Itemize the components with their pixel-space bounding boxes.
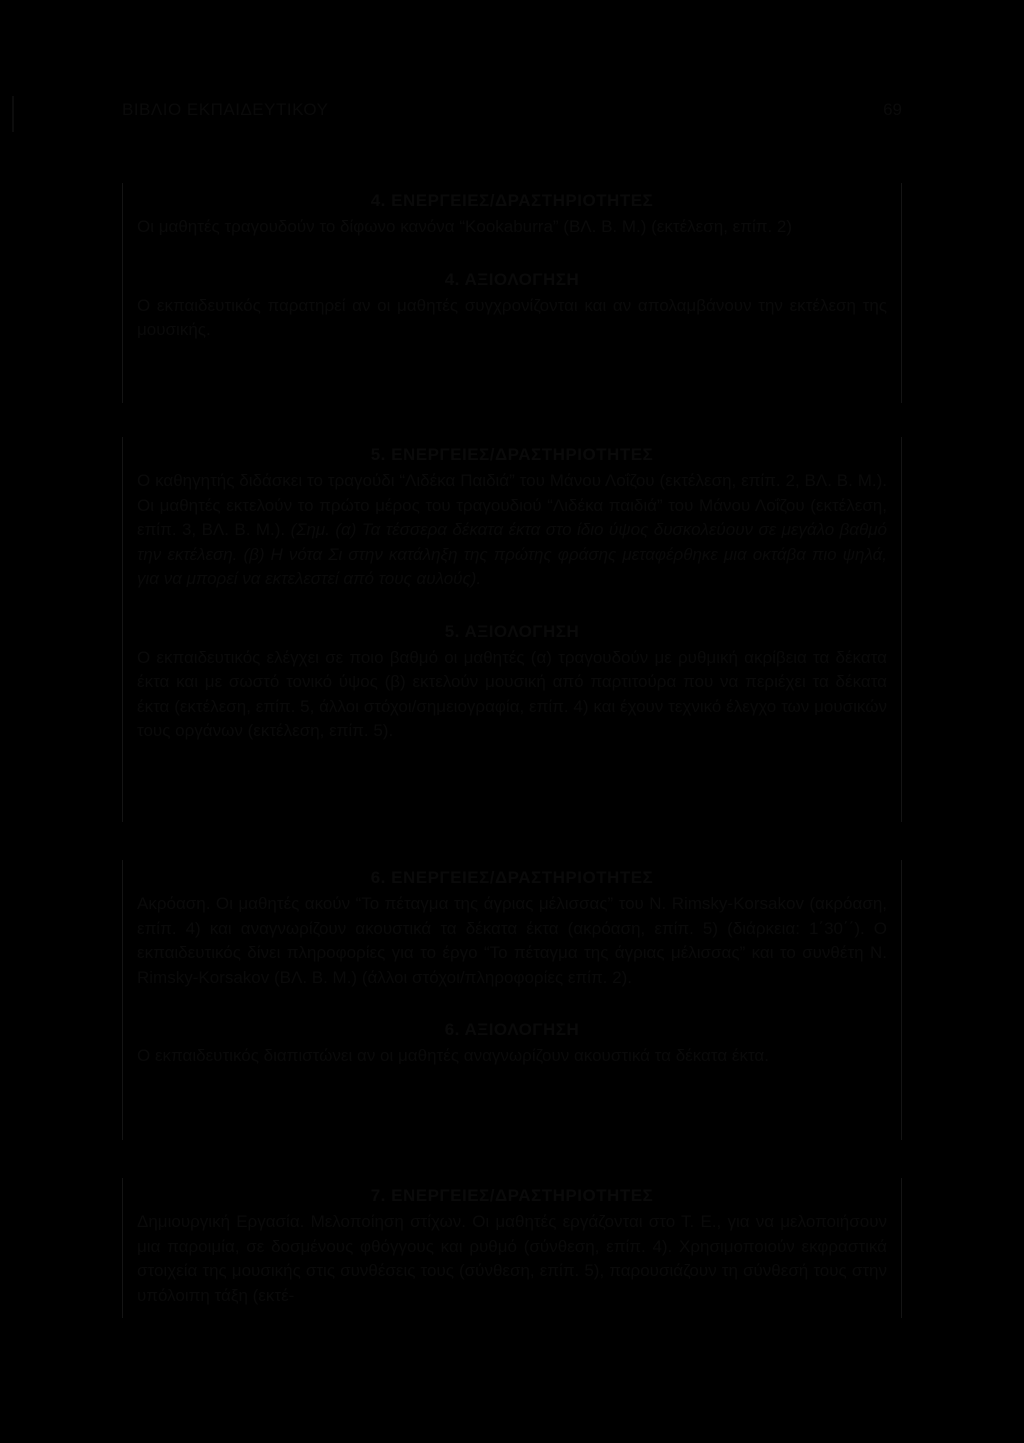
- assessment-section-6: [123, 1018, 901, 1069]
- lesson-block-5: [122, 437, 902, 822]
- activity-note-5: (Σημ. (α) Τα τέσσερα δέκατα έκτα στο ίδιο ύψος δυσκολεύουν σε μεγάλο βαθμό την εκτέλεση. (β) Η νότα Σι στην κατάληξη της πρώτης φράσης μεταφέρθηκε μια οκτάβα πιο ψηλά, για να μπορεί να εκτελεστεί από τους αυλούς).: [137, 520, 887, 588]
- assessment-text-6: Ο εκπαιδευτικός διαπιστώνει αν οι μαθητές αναγνωρίζουν ακουστικά τα δέκατα έκτα.: [137, 1046, 769, 1065]
- lesson-block-4: [122, 183, 902, 403]
- assessment-title-6: 6. ΑΞΙΟΛΟΓΗΣΗ: [444, 1020, 580, 1039]
- activity-main-text-5: Ο καθηγητής διδάσκει το τραγούδι “Λιδέκα Παιδιά” του Μάνου Λοΐζου (εκτέλεση, επίπ. 2, ΒΛ. Β. Μ.). Οι μαθητές εκτελούν το πρώτο μέρος του τραγουδιού “Λιδέκα παιδιά” του Μάνου Λοΐζου (εκτέλεση, επίπ. 3, ΒΛ. Β. Μ.).: [137, 471, 887, 539]
- assessment-title-4: 4. ΑΞΙΟΛΟΓΗΣΗ: [444, 269, 580, 289]
- lesson-block-7: [122, 1178, 902, 1318]
- activity-text-5: [137, 469, 887, 592]
- assessment-section-4: [123, 268, 901, 343]
- assessment-text-4: Ο εκπαιδευτικός παρατηρεί αν οι μαθητές συγχρονίζονται και αν απολαμβάνουν την εκτέλεση της μουσικής.: [137, 295, 887, 339]
- activity-text-6: Ακρόαση. Οι μαθητές ακούν “Το πέταγμα της άγριας μέλισσας” του N. Rimsky-Korsakov (ακρόαση, επίπ. 4) και αναγνωρίζουν ακουστικά τα δέκατα έκτα (ακρόαση, επίπ. 5) (διάρκεια: 1΄30΄΄). Ο εκπαιδευτικός δίνει πληροφορίες για το έργο “Το πέταγμα της άγριας μέλισσας” και το συνθέτη N. Rimsky-Korsakov (ΒΛ. Β. Μ.) (άλλοι στόχοι/πληροφορίες επίπ. 2).: [137, 894, 887, 987]
- activity-text-7: Δημιουργική Εργασία. Μελοποίηση στίχων. Οι μαθητές εργάζονται στο Τ. Ε., για να μελοποιήσουν μια παροιμία, σε δοσμένους φθόγγους και ρυθμό (σύνθεση, επίπ. 4). Χρησιμοποιούν εκφραστικά στοιχεία της μουσικής στις συνθέσεις τους (σύνθεση, επίπ. 5), παρουσιάζουν τη σύνθεσή τους στην υπόλοιπη τάξη (εκτέ-: [137, 1212, 887, 1305]
- book-title: ΒΙΒΛΙΟ ΕΚΠΑΙΔΕΥΤΙΚΟΥ: [122, 100, 329, 119]
- activity-title-6: 6. ΕΝΕΡΓΕΙΕΣ/ΔΡΑΣΤΗΡΙΟΤΗΤΕΣ: [370, 868, 654, 887]
- activity-section-4: [123, 189, 901, 240]
- activity-section-6: [123, 866, 901, 990]
- page-edge-mark: [12, 96, 14, 132]
- activity-section-7: [123, 1184, 901, 1308]
- activity-title-5: 5. ΕΝΕΡΓΕΙΕΣ/ΔΡΑΣΤΗΡΙΟΤΗΤΕΣ: [370, 445, 654, 464]
- assessment-section-5: [123, 620, 901, 744]
- activity-section-5: [123, 443, 901, 592]
- assessment-title-5: 5. ΑΞΙΟΛΟΓΗΣΗ: [444, 621, 580, 641]
- activity-text-4: Οι μαθητές τραγουδούν το δίφωνο κανόνα “Kookaburra” (ΒΛ. Β. Μ.) (εκτέλεση, επίπ. 2): [137, 217, 793, 236]
- page-number: 69: [883, 100, 902, 119]
- activity-title-7: 7. ΕΝΕΡΓΕΙΕΣ/ΔΡΑΣΤΗΡΙΟΤΗΤΕΣ: [370, 1186, 654, 1205]
- lesson-block-6: [122, 860, 902, 1140]
- page-header: [122, 96, 902, 126]
- activity-title-4: 4. ΕΝΕΡΓΕΙΕΣ/ΔΡΑΣΤΗΡΙΟΤΗΤΕΣ: [370, 191, 654, 210]
- assessment-text-5: Ο εκπαιδευτικός ελέγχει σε ποιο βαθμό οι μαθητές (α) τραγουδούν με ρυθμική ακρίβεια τα δέκατα έκτα και με σωστό τονικό ύψος (β) εκτελούν μουσική από παρτιτούρα που να περιέχει τα δέκατα έκτα (εκτέλεση, επίπ. 5, άλλοι στόχοι/σημειογραφία, επίπ. 4) και έχουν τεχνικό έλεγχο των μουσικών τους οργάνων (εκτέλεση, επίπ. 5).: [137, 647, 887, 740]
